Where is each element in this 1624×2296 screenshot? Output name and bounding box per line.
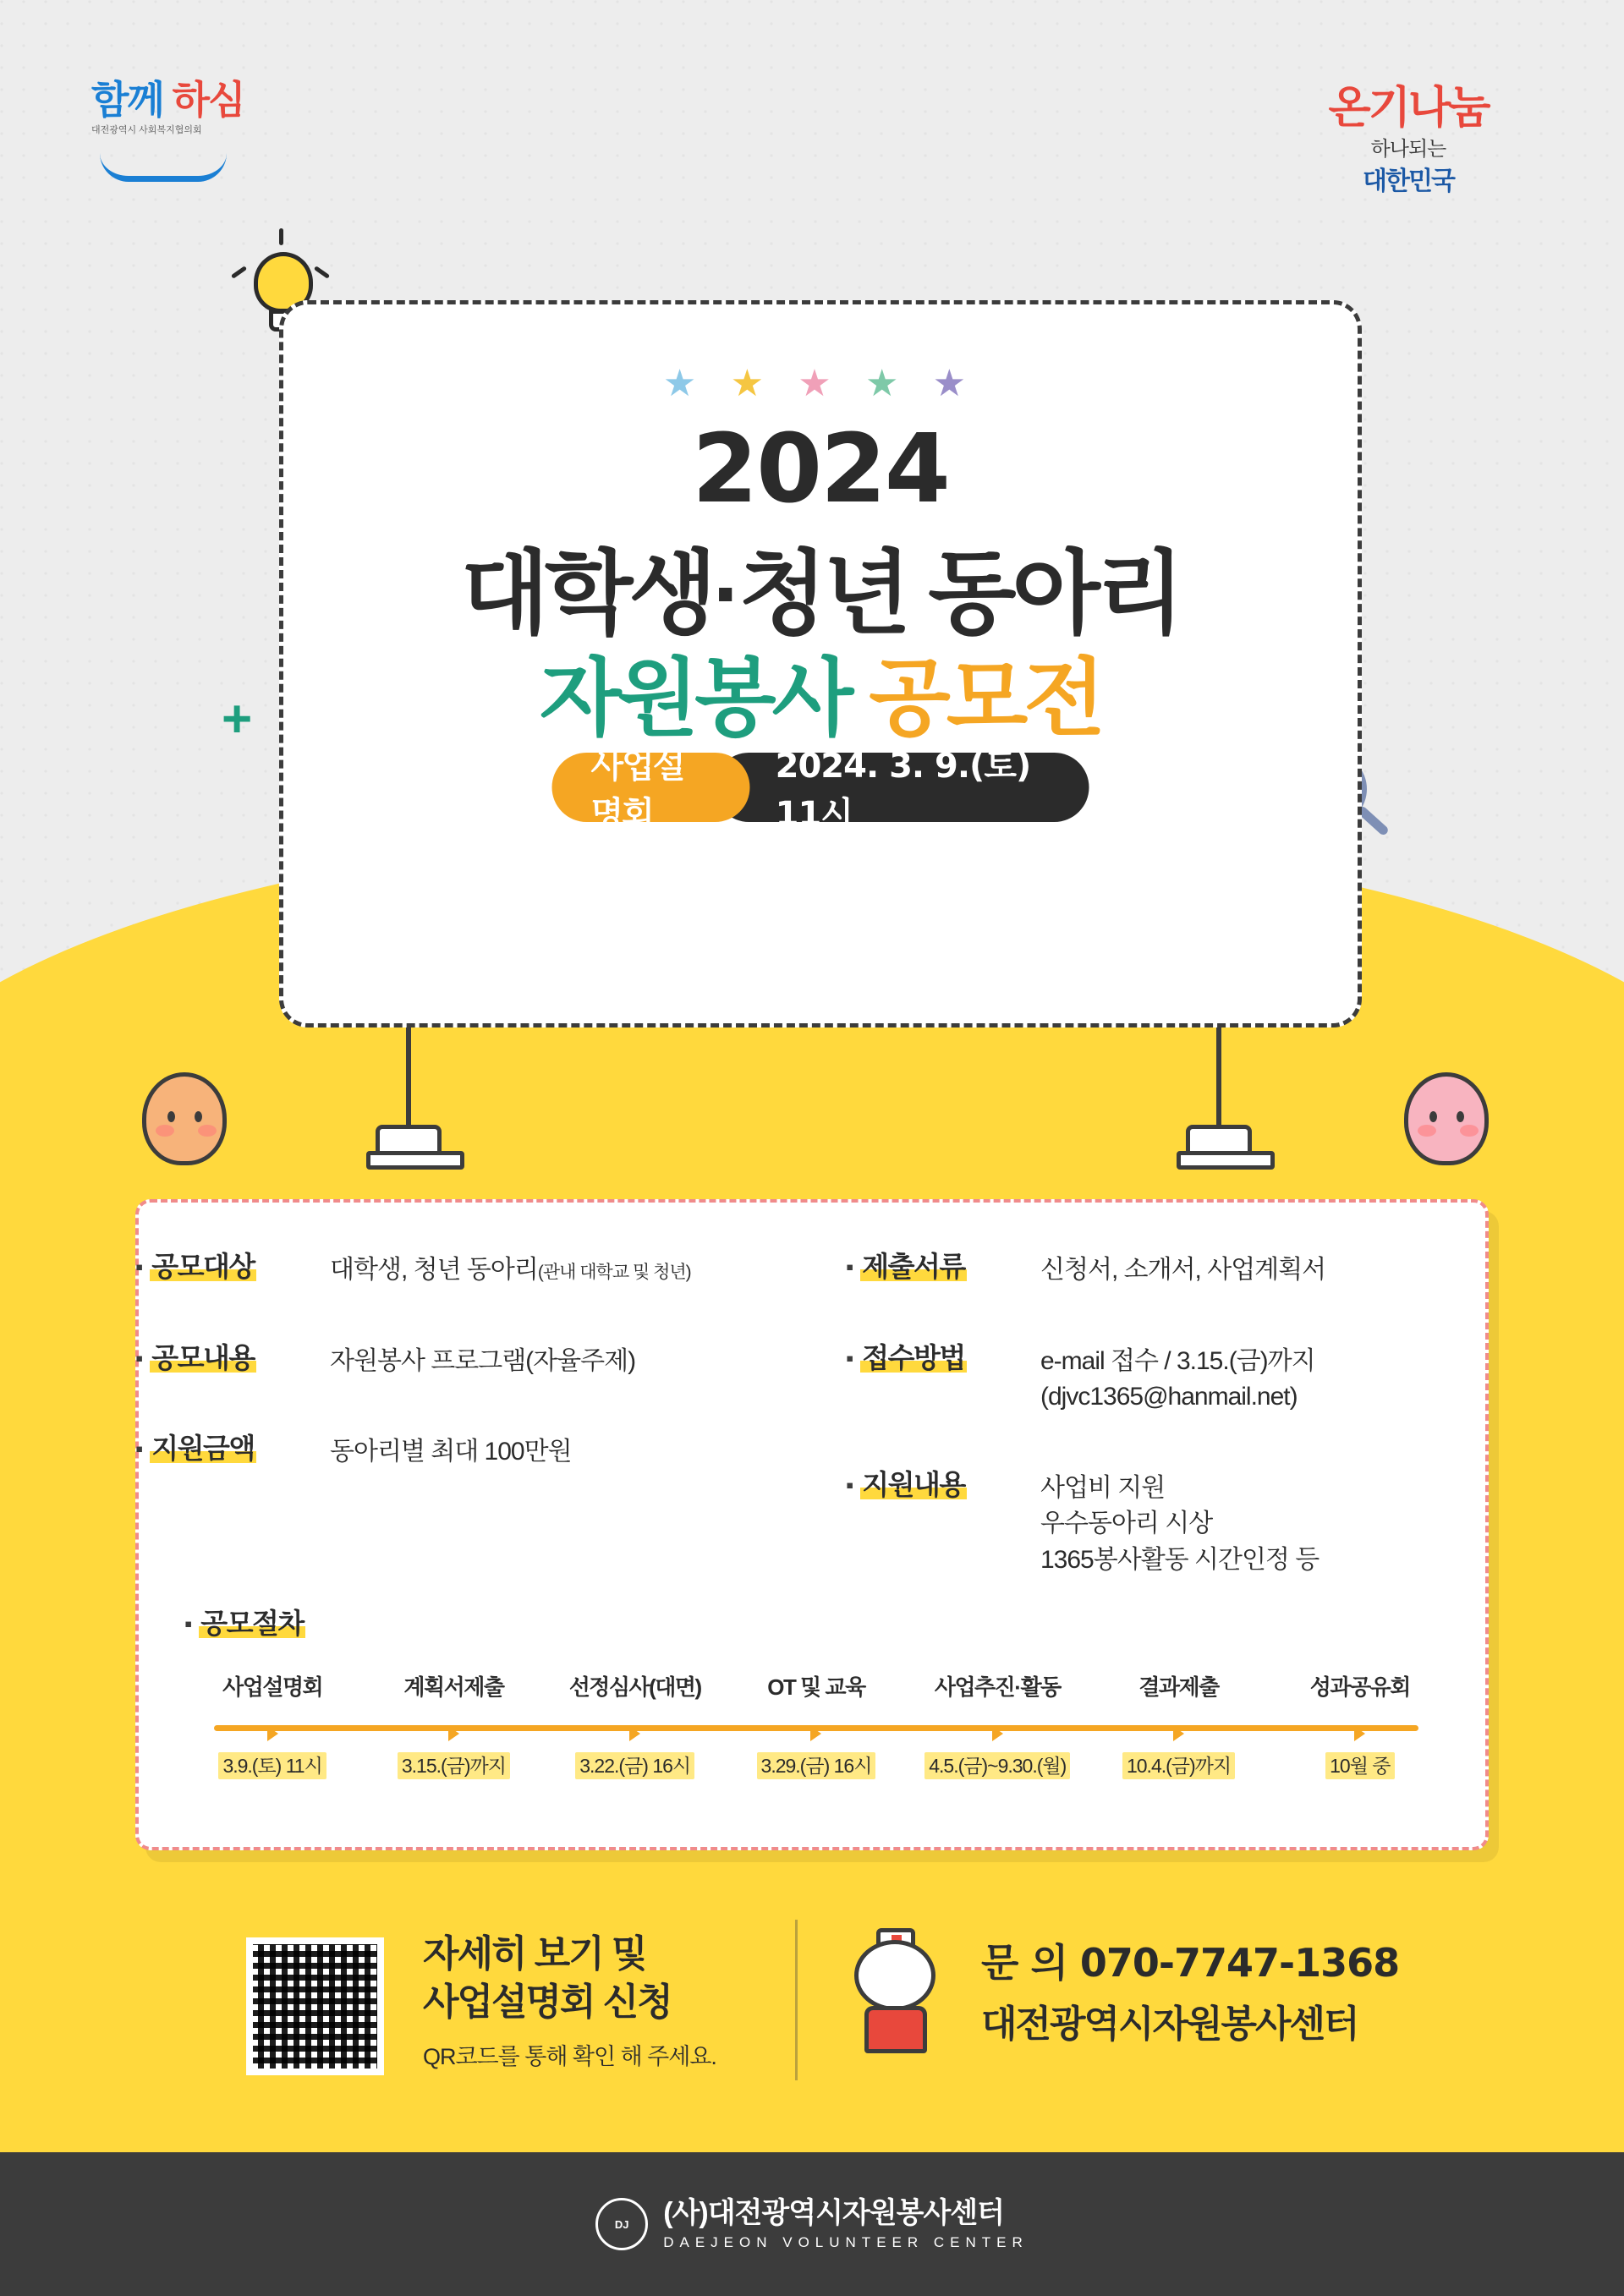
info-value: [330, 1250, 691, 1289]
hanger-cord-right: [1216, 1027, 1221, 1129]
process-label: 공모절차: [200, 1608, 304, 1639]
logo-left-line1: 함께: [91, 78, 163, 122]
info-row: [135, 1432, 727, 1471]
info-value-line1: e-mail 접수 / 3.15.(금)까지: [1040, 1346, 1315, 1375]
info-row: [846, 1468, 1489, 1579]
bullet-icon: ▪: [846, 1254, 854, 1280]
process-heading: [184, 1607, 305, 1641]
hanger-knob-left: [376, 1125, 442, 1162]
hero-year: 2024: [692, 414, 949, 524]
hero-badge: [552, 747, 1089, 834]
logo-left-mark: [91, 78, 286, 122]
info-value: 신청서, 소개서, 사업계획서: [1040, 1256, 1326, 1284]
star-icon-3: ★: [798, 363, 843, 404]
bullet-icon: ▪: [846, 1471, 854, 1498]
info-value-text: 대학생, 청년 동아리: [330, 1256, 538, 1284]
timeline-step-name: 사업설명회: [222, 1674, 323, 1700]
stars-row: [283, 362, 1358, 405]
logo-right-line3: 대한민국: [1363, 167, 1454, 195]
logo-ongi-nanum: [1281, 72, 1535, 197]
info-label: 접수방법: [862, 1341, 965, 1373]
star-icon-5: ★: [932, 363, 979, 404]
info-value: [1040, 1341, 1315, 1416]
mascot-right: [1404, 1072, 1489, 1165]
hero-title: 대학생·청년 동아리: [460, 542, 1181, 644]
hero-subtitle-orange: 공모전: [869, 651, 1101, 746]
footer-texts: [663, 2196, 1029, 2251]
star-icon-2: ★: [730, 363, 776, 404]
info-label: 공모대상: [151, 1251, 255, 1282]
timeline-arrow-icon: [182, 1714, 363, 1741]
timeline-bar: [182, 1715, 1451, 1740]
plus-icon-1: +: [222, 690, 253, 748]
hero-subtitle-green: 자원봉사: [539, 651, 850, 746]
timeline-arrow-icon: [907, 1714, 1088, 1741]
cta-text-block: [423, 1930, 716, 2071]
timeline-step-dates: [182, 1751, 1451, 1778]
logo-right-line2: 하나되는: [1370, 138, 1446, 161]
timeline-arrow-icon: [1088, 1714, 1269, 1741]
hanger-cord-left: [406, 1027, 411, 1129]
contact-phone: 문 의 070-7747-1368: [981, 1940, 1400, 1986]
timeline-step-date: 10월 중: [1325, 1752, 1394, 1779]
process-timeline: [182, 1670, 1451, 1778]
info-value: 자원봉사 프로그램(자율주제): [330, 1346, 636, 1375]
timeline-step-date: 3.9.(토) 11시: [218, 1752, 326, 1779]
info-label: 제출서류: [862, 1251, 965, 1282]
hero-subtitle: [283, 630, 1358, 752]
bullet-icon: ▪: [846, 1345, 854, 1371]
timeline-step-name: 결과제출: [1138, 1674, 1219, 1700]
bullet-icon: ▪: [135, 1436, 144, 1462]
timeline-step-name: 계획서제출: [403, 1674, 504, 1700]
star-icon-1: ★: [662, 363, 709, 404]
footer-name-en: DAEJEON VOLUNTEER CENTER: [663, 2234, 1029, 2251]
info-row: [846, 1250, 1489, 1289]
timeline-step-date: 4.5.(금)~9.30.(월): [924, 1752, 1070, 1779]
timeline-arrow-icon: [1270, 1714, 1451, 1741]
logo-left-sub: 대전광역시 사회복지협의회: [91, 125, 202, 135]
info-value-line3: 1365봉사활동 시간인정 등: [1040, 1545, 1320, 1574]
qr-code-icon[interactable]: [241, 1932, 389, 2080]
timeline-step-date: 3.15.(금)까지: [398, 1752, 510, 1779]
hanger-knob-right: [1186, 1125, 1252, 1162]
timeline-step-date: 3.22.(금) 16시: [575, 1752, 694, 1779]
timeline-arrow-icon: [363, 1714, 544, 1741]
info-row: [135, 1341, 727, 1380]
timeline-step-name: 성과공유회: [1309, 1674, 1410, 1700]
timeline-step-date: 10.4.(금)까지: [1122, 1752, 1235, 1779]
badge-value: 2024. 3. 9.(토) 11시: [715, 753, 1089, 822]
cta-line-1: 자세히 보기 및: [423, 1933, 646, 1975]
cta-line-3: QR코드를 통해 확인 해 주세요.: [423, 2044, 716, 2070]
info-row: [135, 1250, 727, 1289]
timeline-step-name: 선정심사(대면): [568, 1674, 701, 1700]
star-icon-4: ★: [864, 363, 911, 404]
timeline-step-name: 사업추진·활동: [934, 1674, 1061, 1700]
info-row: [846, 1341, 1489, 1416]
info-value-line2: (djvc1365@hanmail.net): [1040, 1383, 1298, 1411]
logo-right-line1: 온기나눔: [1328, 83, 1489, 134]
footer-bar: [0, 2152, 1624, 2296]
footer-name-ko: (사)대전광역시자원봉사센터: [663, 2197, 1004, 2230]
timeline-arrow-icon: [545, 1714, 726, 1741]
bullet-icon: ▪: [135, 1345, 144, 1371]
contact-org: 대전광역시자원봉사센터: [981, 2003, 1358, 2045]
hero-card: [279, 300, 1362, 1027]
cta-divider: [795, 1920, 798, 2080]
logo-left-line2: 하심: [172, 78, 244, 122]
info-value-line1: 사업비 지원: [1040, 1473, 1166, 1502]
bullet-icon: ▪: [135, 1254, 144, 1280]
badge-label: 사업설명회: [552, 753, 750, 822]
info-label: 공모내용: [151, 1341, 255, 1373]
logo-daejeon-council: [91, 80, 286, 182]
timeline-step-date: 3.29.(금) 16시: [757, 1752, 876, 1779]
contact-block: [981, 1932, 1399, 2047]
info-column-left: [135, 1250, 727, 1523]
info-label: 지원금액: [151, 1433, 255, 1465]
info-value: [1040, 1468, 1319, 1579]
seal-icon: DJ: [595, 2198, 648, 2250]
info-value-line2: 우수동아리 시상: [1040, 1510, 1213, 1538]
nurse-mascot-icon: [846, 1928, 947, 2055]
info-value: 동아리별 최대 100만원: [330, 1438, 572, 1466]
smile-curve-icon: [100, 153, 227, 182]
bullet-icon: ▪: [184, 1611, 193, 1636]
info-label: 지원내용: [862, 1468, 965, 1500]
info-column-right: [846, 1250, 1489, 1631]
cta-line-2: 사업설명회 신청: [423, 1981, 672, 2024]
mascot-left: [142, 1072, 227, 1165]
timeline-step-names: [182, 1670, 1451, 1701]
timeline-step-name: OT 및 교육: [767, 1674, 865, 1700]
info-value-note: (관내 대학교 및 청년): [537, 1263, 691, 1282]
timeline-arrow-icon: [726, 1714, 907, 1741]
